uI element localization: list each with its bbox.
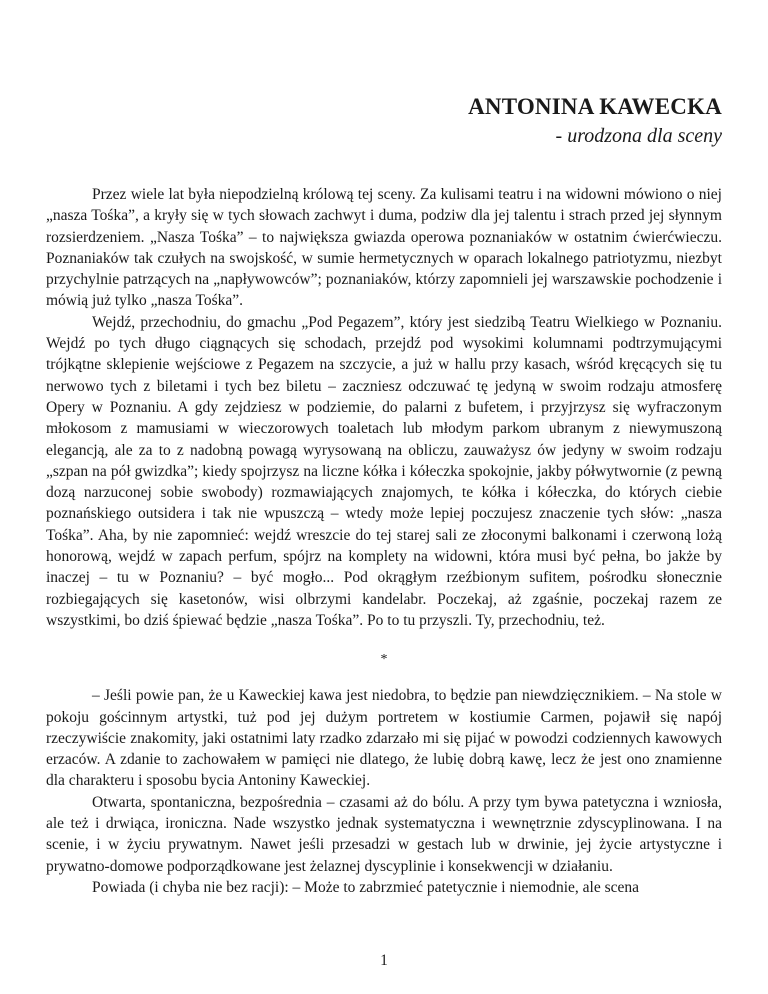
section-separator: * bbox=[380, 652, 388, 668]
article-body bbox=[46, 184, 722, 898]
article-title: ANTONINA KAWECKA bbox=[468, 94, 722, 119]
paragraph: Wejdź, przechodniu, do gmachu „Pod Pegazem”, który jest siedzibą Teatru Wielkiego w Poznaniu. Wejdź po tych długo ciągnących się schodach, przejdź pod wysokimi kolumnami podtrzymującymi trójkątne sklepienie wejściowe z Pegazem na szczycie, a już w hallu przy kasach, wśród kręcących się tu nerwowo tych z biletami i tych bez biletu – zaczniesz odczuwać tę jedyną w swoim rodzaju atmosferę Opery w Poznaniu. A gdy zejdziesz w podziemie, do palarni z bufetem, i przyjrzysz się wyfraczonym młokosom z mamusiami w wieczorowych toaletach lub młodym parkom ubranym z niewymuszoną elegancją, ale za to z nadobną powagą wyrysowaną na obliczu, zauważysz ów jedyny w swoim rodzaju „szpan na pół gwizdka”; kiedy spojrzysz na liczne kółka i kółeczka spokojnie, jakby półwytwornie (z pewną dozą narzuconej sobie swobody) rozmawiających znajomych, te kółka i kółeczka, do których ciebie poznańskiego outsidera i tak nie wpuszczą – wtedy może lepiej poczujesz znaczenie tych słów: „nasza Tośka”. Aha, by nie zapomnieć: wejdź wreszcie do tej starej sali ze złoconymi balkonami i czerwoną lożą honorową, wejdź w zapach perfum, spójrz na komplety na widowni, która musi być pełna, bo jakże by inaczej – tu w Poznaniu? – być mogło... Pod okrągłym rzeźbionym sufitem, pośrodku słonecznie rozbiegających się kasetonów, wisi olbrzymi kandelabr. Poczekaj, aż zgaśnie, poczekaj razem ze wszystkimi, bo dziś śpiewać będzie „nasza Tośka”. Po to tu przyszli. Ty, przechodniu, też. bbox=[46, 313, 722, 629]
page-number: 1 bbox=[380, 952, 388, 969]
article-subtitle: - urodzona dla sceny bbox=[555, 125, 722, 147]
paragraph: – Jeśli powie pan, że u Kaweckiej kawa jest niedobra, to będzie pan niewdzięcznikiem. – Na stole w pokoju gościnnym artystki, tuż pod jej dużym portretem w kostiumie Carmen, pojawił się napój rzeczywiście znakomity, jaki ostatnimi laty rzadko zdarzało mi się pijać w powodzi codziennych kawowych erzaców. A zdanie to zachowałem w pamięci nie dlatego, że lubię dobrą kawę, lecz że jest ono znamienne dla charakteru i sposobu bycia Antoniny Kaweckiej. bbox=[46, 687, 722, 790]
paragraph: Otwarta, spontaniczna, bezpośrednia – czasami aż do bólu. A przy tym bywa patetyczna i wzniosła, ale też i drwiąca, ironiczna. Nade wszystko jednak systematyczna i wewnętrznie zdyscyplinowana. I na scenie, i w życiu prywatnym. Nawet jeśli przesadzi w gestach lub w drwinie, jej życie artystyczne i prywatno-domowe podporządkowane jest żelaznej dyscyplinie i konsekwencji w działaniu. bbox=[46, 793, 722, 875]
paragraph: Powiada (i chyba nie bez racji): – Może to zabrzmieć patetycznie i niemodnie, ale scena bbox=[92, 878, 639, 896]
article-header bbox=[468, 92, 722, 149]
paragraph: Przez wiele lat była niepodzielną królową tej sceny. Za kulisami teatru i na widowni mówiono o niej „nasza Tośka”, a kryły się w tych słowach zachwyt i duma, podziw dla jej talentu i strach przed jej słynnym rozsierdzeniem. „Nasza Tośka” – to największa gwiazda operowa poznaniaków w ostatnim ćwierćwieczu. Poznaniaków tak czułych na swojskość, w sumie hermetycznych w oparach lokalnego patriotyzmu, niezbyt przychylnie patrzących na „napływowców”; poznaniaków, którzy zapomnieli jej warszawskie pochodzenie i mówią już tylko „nasza Tośka”. bbox=[46, 186, 722, 310]
